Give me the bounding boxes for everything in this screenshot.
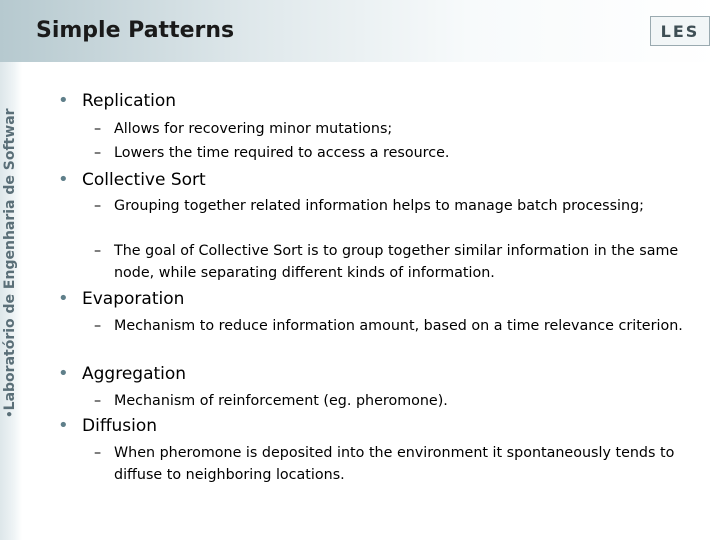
sub-bullet: – Mechanism to reduce information amount, based on a time relevance criterion.	[114, 315, 684, 337]
bullet-collective-sort: • Collective Sort	[82, 170, 206, 190]
sidebar-label	[2, 108, 18, 418]
bullet-replication: • Replication	[82, 91, 176, 111]
bullet-aggregation: • Aggregation	[82, 364, 186, 384]
bullet-diffusion: • Diffusion	[82, 416, 157, 436]
bullet-evaporation: • Evaporation	[82, 289, 184, 309]
sub-bullet: – Mechanism of reinforcement (eg. pheromone).	[114, 390, 684, 412]
slide-header	[0, 0, 720, 62]
sidebar-label-text: Laboratório de Engenharia de Softwar	[2, 108, 18, 411]
sub-bullet: – When pheromone is deposited into the environment it spontaneously tends to diffuse to neighboring locations.	[114, 442, 684, 486]
logo-text: LES	[660, 22, 700, 41]
sub-bullet: – Lowers the time required to access a resource.	[114, 142, 684, 164]
sub-bullet: – Allows for recovering minor mutations;	[114, 118, 684, 140]
les-logo	[650, 16, 710, 46]
sub-bullet: – The goal of Collective Sort is to group together similar information in the same node, while separating different kinds of information.	[114, 240, 684, 284]
sidebar-dot: •	[3, 410, 17, 418]
sub-bullet: – Grouping together related information helps to manage batch processing;	[114, 195, 684, 217]
slide-title: Simple Patterns	[36, 18, 235, 43]
